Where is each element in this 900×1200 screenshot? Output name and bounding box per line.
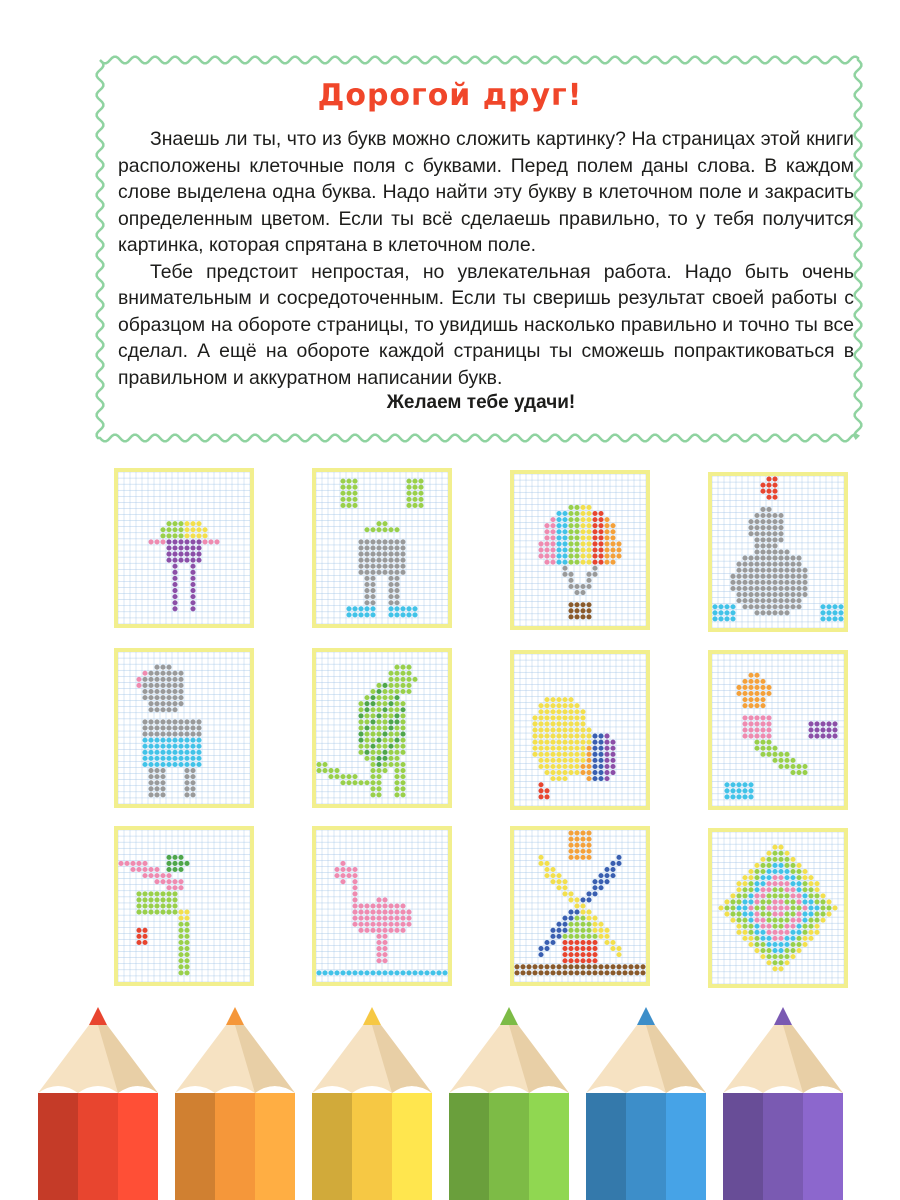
- seal-with-ball-picture-icon: [712, 476, 844, 628]
- picture-card-balloon[interactable]: [510, 470, 650, 630]
- pear-and-plum-picture-icon: [514, 654, 646, 806]
- picture-card-seal[interactable]: [708, 472, 848, 632]
- mermaid-picture-icon: [712, 654, 844, 806]
- green-pencil: [449, 1007, 569, 1200]
- picture-card-fruit[interactable]: [510, 650, 650, 810]
- flamingo-picture-icon: [316, 830, 448, 982]
- alien-picture-icon: [316, 472, 448, 624]
- pencils-row: [0, 1005, 900, 1200]
- picture-card-dinosaur[interactable]: [312, 648, 452, 808]
- intro-paragraph-1: Знаешь ли ты, что из букв можно сложить картинку? На страницах этой книги расположены клеточные поля с буквами. Перед полем даны слова. В каждом слове выделена одна буква. Надо найти эту букву в клеточном поле и закрасить определенным цветом. Если ты всё сделаешь правильно, то у тебя получится картинка, которая спрятана в клеточном поле.: [118, 128, 854, 256]
- intro-paragraph-2: Тебе предстоит непростая, но увлекательная работа. Надо быть очень внимательным и сосредоточенным. Если ты сверишь результат своей работы с образцом на обороте страницы, то увидишь насколько правильно и точно ты все сделал. А ещё на обороте каждой страницы ты сможешь попрактиковаться в правильном и аккуратном написании букв.: [118, 260, 854, 389]
- picture-card-alien[interactable]: [312, 468, 452, 628]
- dinosaur-picture-icon: [316, 652, 448, 804]
- picture-card-ornament[interactable]: [708, 828, 848, 988]
- picture-card-clown[interactable]: [114, 468, 254, 628]
- diamond-ornament-picture-icon: [712, 832, 844, 984]
- blue-pencil: [586, 1007, 706, 1200]
- mouse-picture-icon: [118, 652, 250, 804]
- picture-card-mouse[interactable]: [114, 648, 254, 808]
- purple-pencil: [723, 1007, 843, 1200]
- page-title: Дорогой друг!: [317, 78, 583, 113]
- picture-card-hummingbird[interactable]: [114, 826, 254, 986]
- hummingbird-picture-icon: [118, 830, 250, 982]
- wish-text: Желаем тебе удачи!: [386, 392, 576, 413]
- picture-card-mermaid[interactable]: [708, 650, 848, 810]
- windmill-picture-icon: [514, 830, 646, 982]
- clown-picture-icon: [118, 472, 250, 624]
- yellow-pencil: [312, 1007, 432, 1200]
- hot-air-balloon-picture-icon: [514, 474, 646, 626]
- red-pencil: [38, 1007, 158, 1200]
- picture-card-windmill[interactable]: [510, 826, 650, 986]
- picture-card-flamingo[interactable]: [312, 826, 452, 986]
- orange-pencil: [175, 1007, 295, 1200]
- intro-text: [118, 126, 854, 391]
